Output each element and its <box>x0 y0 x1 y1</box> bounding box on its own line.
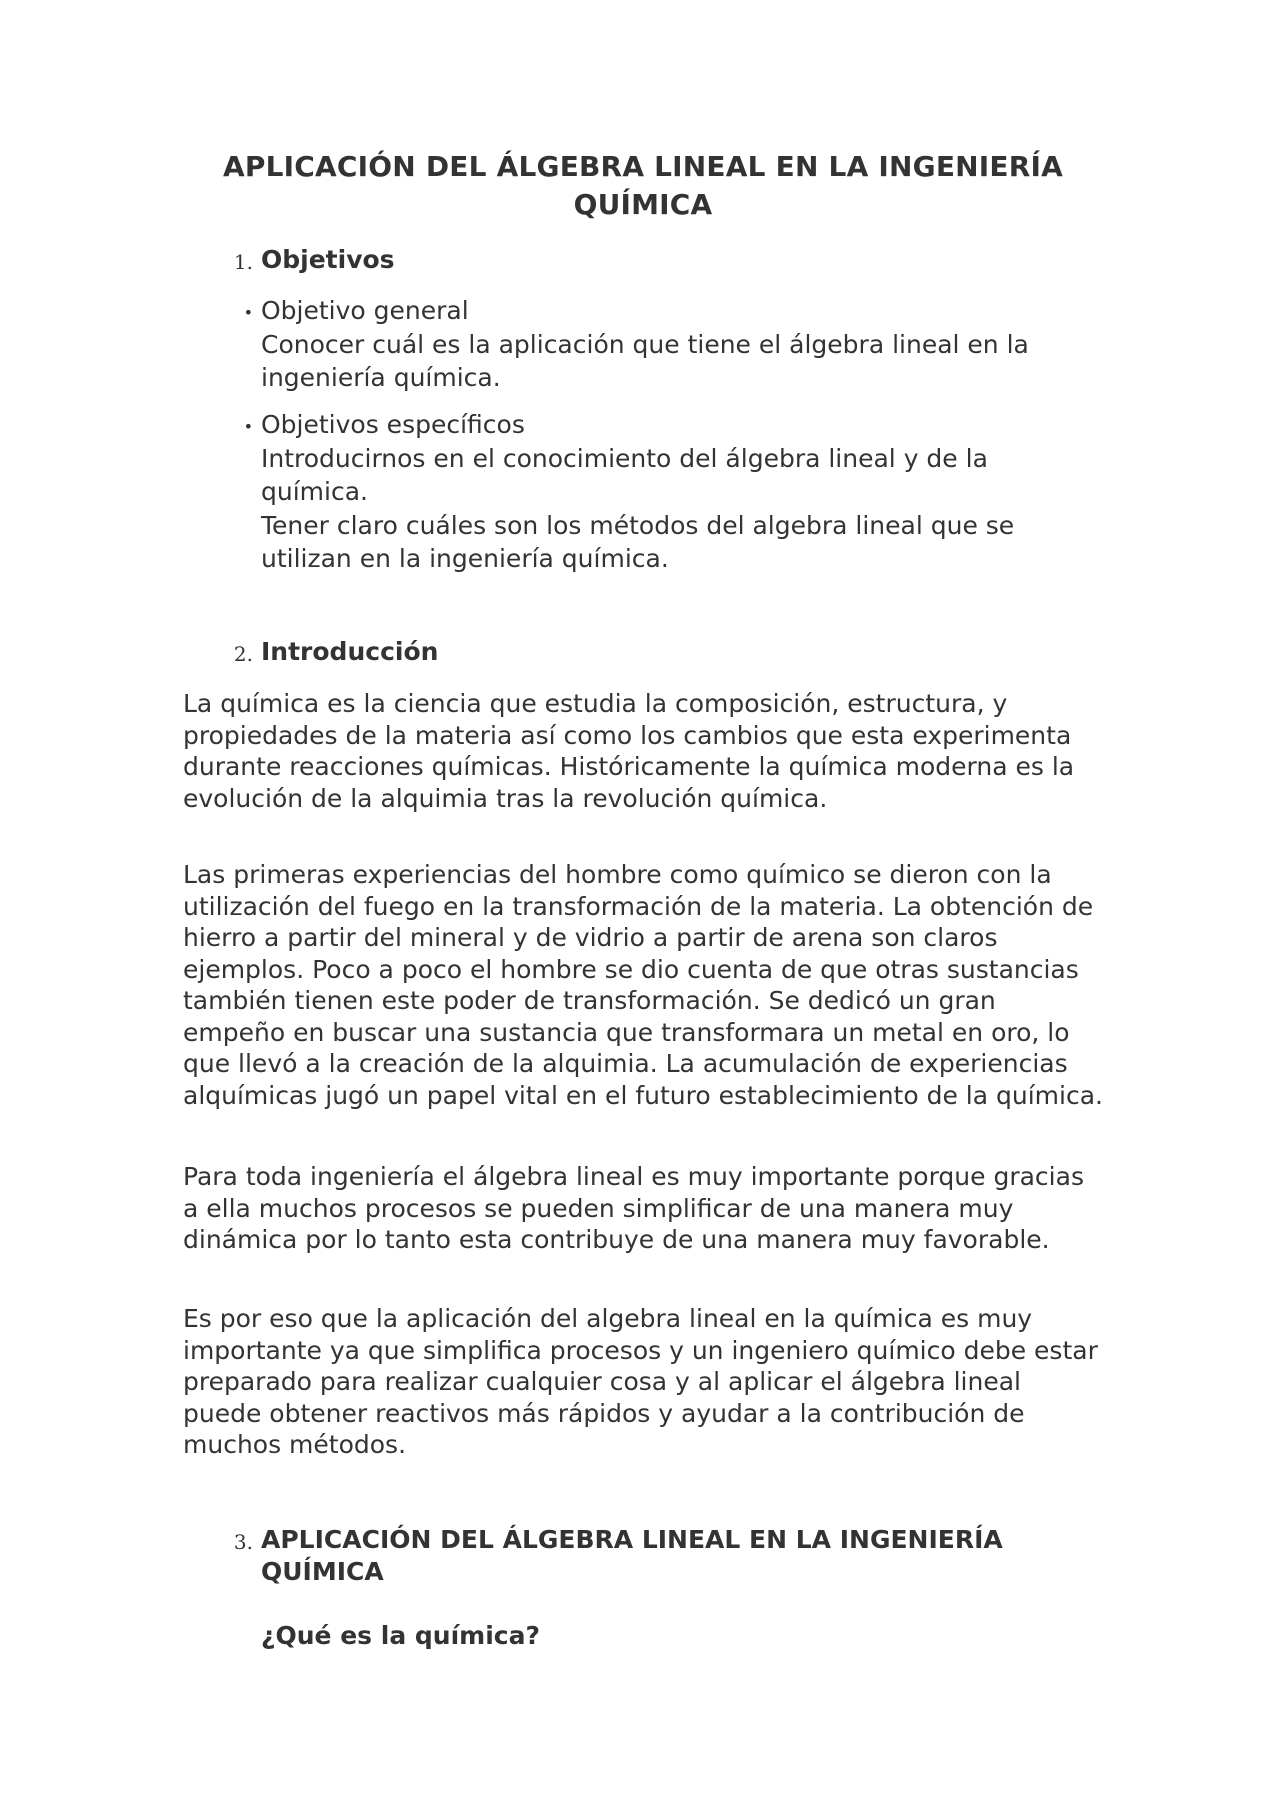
paragraph: Para toda ingeniería el álgebra lineal es muy importante porque gracias a ella muchos procesos se pueden simplificar de una manera muy dinámica por lo tanto esta contribuye de una manera muy favorable. <box>183 1162 1084 1254</box>
section-3-subheading: ¿Qué es la química? <box>261 1621 540 1650</box>
bullet-objetivos-especificos <box>261 408 1061 576</box>
paragraph: La química es la ciencia que estudia la composición, estructura, y propiedades de la materia así como los cambios que esta experimenta durante reacciones químicas. Históricamente la química moderna es la evolución de la alquimia tras la revolución química. <box>183 689 1075 813</box>
section-3-number: 3. <box>233 1530 253 1554</box>
bullet-marker: • <box>243 303 253 322</box>
section-1-number: 1. <box>233 250 253 274</box>
document-page <box>183 0 1103 1811</box>
bullet-marker: • <box>243 417 253 436</box>
bullet-label: Objetivo general <box>261 296 469 325</box>
section-3-heading: APLICACIÓN DEL ÁLGEBRA LINEAL EN LA INGENIERÍA QUÍMICA <box>261 1525 1003 1586</box>
section-2-heading: Introducción <box>261 637 439 666</box>
section-2-number: 2. <box>233 642 253 666</box>
paragraph: Las primeras experiencias del hombre como químico se dieron con la utilización del fuego en la transformación de la materia. La obtención de hierro a partir del mineral y de vidrio a partir de arena son claros ejemplos. Poco a poco el hombre se dio cuenta de que otras sustancias también tienen este poder de transformación. Se dedicó un gran empeño en buscar una sustancia que transformara un metal en oro, lo que llevó a la creación de la alquimia. La acumulación de experiencias alquímicas jugó un papel vital en el futuro establecimiento de la química. <box>183 860 1103 1110</box>
bullet-line: Conocer cuál es la aplicación que tiene el álgebra lineal en la ingeniería química. <box>261 329 1029 392</box>
bullet-line: Tener claro cuáles son los métodos del algebra lineal que se utilizan en la ingeniería química. <box>261 510 1015 573</box>
bullet-objetivo-general <box>261 294 1061 395</box>
bullet-line: Introducirnos en el conocimiento del álgebra lineal y de la química. <box>261 443 988 506</box>
document-title: APLICACIÓN DEL ÁLGEBRA LINEAL EN LA INGENIERÍA QUÍMICA <box>223 150 1063 221</box>
paragraph: Es por eso que la aplicación del algebra lineal en la química es muy importante ya que simplifica procesos y un ingeniero químico debe estar preparado para realizar cualquier cosa y al aplicar el álgebra lineal puede obtener reactivos más rápidos y ayudar a la contribución de muchos métodos. <box>183 1304 1098 1459</box>
section-1-heading: Objetivos <box>261 245 395 274</box>
bullet-label: Objetivos específicos <box>261 410 525 439</box>
